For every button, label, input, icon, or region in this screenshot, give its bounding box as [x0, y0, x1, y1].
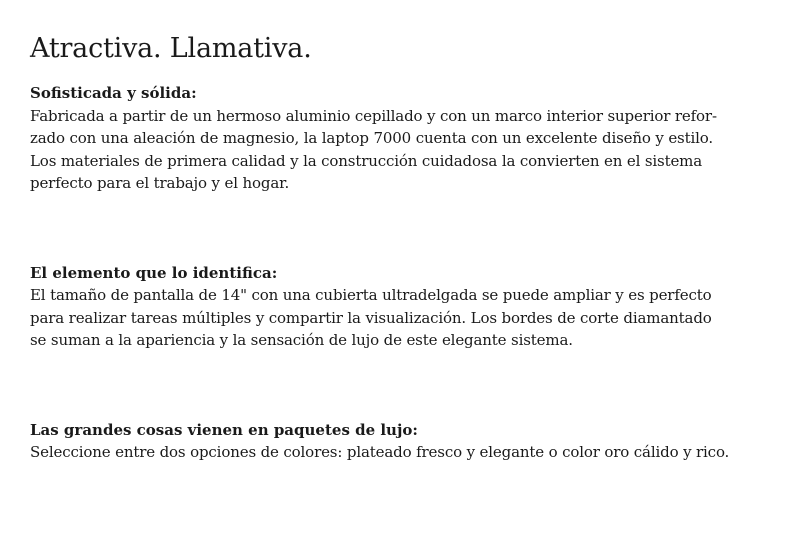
paragraph-line: se suman a la apariencia y la sensación de lujo de este elegante sistema.: [30, 331, 573, 349]
document-page: [30, 30, 780, 464]
section-spacer: [30, 195, 780, 262]
paragraph-line: para realizar tareas múltiples y compartir la visualización. Los bordes de corte diamantado: [30, 308, 712, 327]
section-heading: Las grandes cosas vienen en paquetes de lujo:: [30, 420, 418, 439]
section-heading: El elemento que lo identifica:: [30, 263, 278, 282]
section-spacer: [30, 352, 780, 419]
paragraph-line: El tamaño de pantalla de 14" con una cubierta ultradelgada se puede ampliar y es perfecto: [30, 286, 712, 304]
section-heading: Sofisticada y sólida:: [30, 84, 197, 102]
page-title: Atractiva. Llamativa.: [30, 33, 312, 64]
section-paquetes: [30, 419, 780, 464]
paragraph-line: zado con una aleación de magnesio, la laptop 7000 cuenta con un excelente diseño y estilo.: [30, 129, 714, 147]
paragraph-line: Fabricada a partir de un hermoso aluminio cepillado y con un marco interior superior refor-: [30, 106, 717, 125]
section-sofisticada: [30, 82, 780, 195]
paragraph-line: perfecto para el trabajo y el hogar.: [30, 174, 290, 192]
section-elemento: [30, 262, 780, 352]
paragraph-line: Los materiales de primera calidad y la construcción cuidadosa la convierten en el sistema: [30, 151, 703, 170]
paragraph-line: Seleccione entre dos opciones de colores: plateado fresco y elegante o color oro cálido y rico.: [30, 443, 730, 461]
